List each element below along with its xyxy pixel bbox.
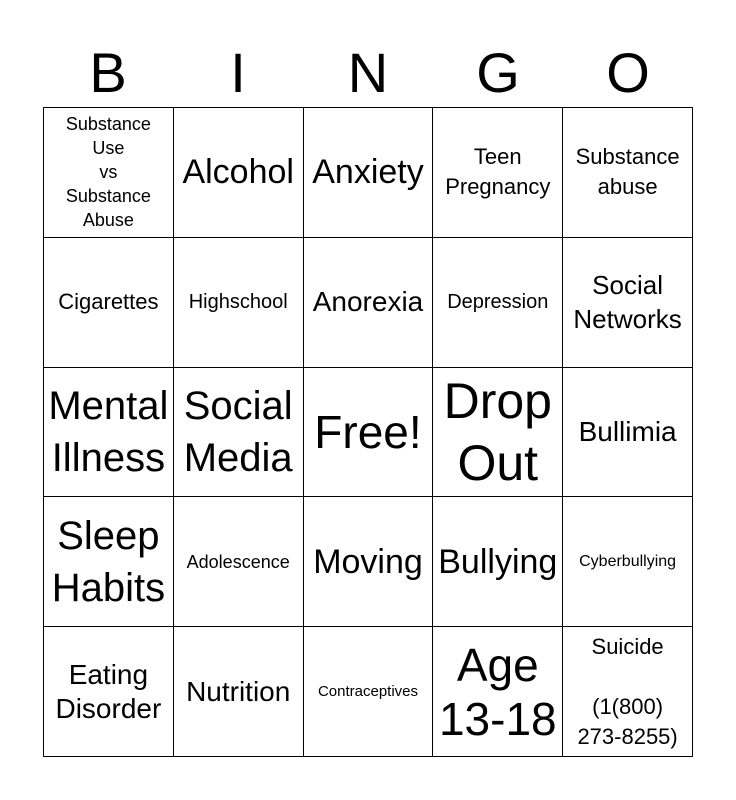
bingo-cell[interactable]: Age 13-18 [433,627,563,757]
bingo-cell[interactable]: Sleep Habits [44,497,174,627]
header-letter-b: B [89,41,127,104]
bingo-card [43,107,693,757]
header-letter-o: O [606,41,650,104]
bingo-cell[interactable]: Drop Out [433,368,563,498]
bingo-cell[interactable]: Teen Pregnancy [433,108,563,238]
bingo-cell[interactable]: Substance Use vs Substance Abuse [44,108,174,238]
bingo-cell[interactable]: Bullying [433,497,563,627]
bingo-cell[interactable]: Alcohol [174,108,304,238]
bingo-cell[interactable]: Suicide (1(800) 273-8255) [563,627,693,757]
bingo-cell[interactable]: Anxiety [304,108,434,238]
bingo-cell[interactable]: Depression [433,238,563,368]
bingo-cell[interactable]: Mental Illness [44,368,174,498]
bingo-cell[interactable]: Moving [304,497,434,627]
bingo-cell[interactable]: Contraceptives [304,627,434,757]
bingo-cell[interactable]: Cigarettes [44,238,174,368]
header-letter-i: I [230,41,246,104]
header-letter-g: G [476,41,520,104]
bingo-cell[interactable]: Social Networks [563,238,693,368]
bingo-header [43,38,693,108]
header-letter-n: N [347,41,389,104]
bingo-cell[interactable]: Nutrition [174,627,304,757]
free-space[interactable]: Free! [304,368,434,498]
bingo-cell[interactable]: Social Media [174,368,304,498]
bingo-cell[interactable]: Highschool [174,238,304,368]
bingo-cell[interactable]: Substance abuse [563,108,693,238]
bingo-cell[interactable]: Adolescence [174,497,304,627]
bingo-cell[interactable]: Anorexia [304,238,434,368]
bingo-cell[interactable]: Bullimia [563,368,693,498]
bingo-cell[interactable]: Cyberbullying [563,497,693,627]
bingo-cell[interactable]: Eating Disorder [44,627,174,757]
